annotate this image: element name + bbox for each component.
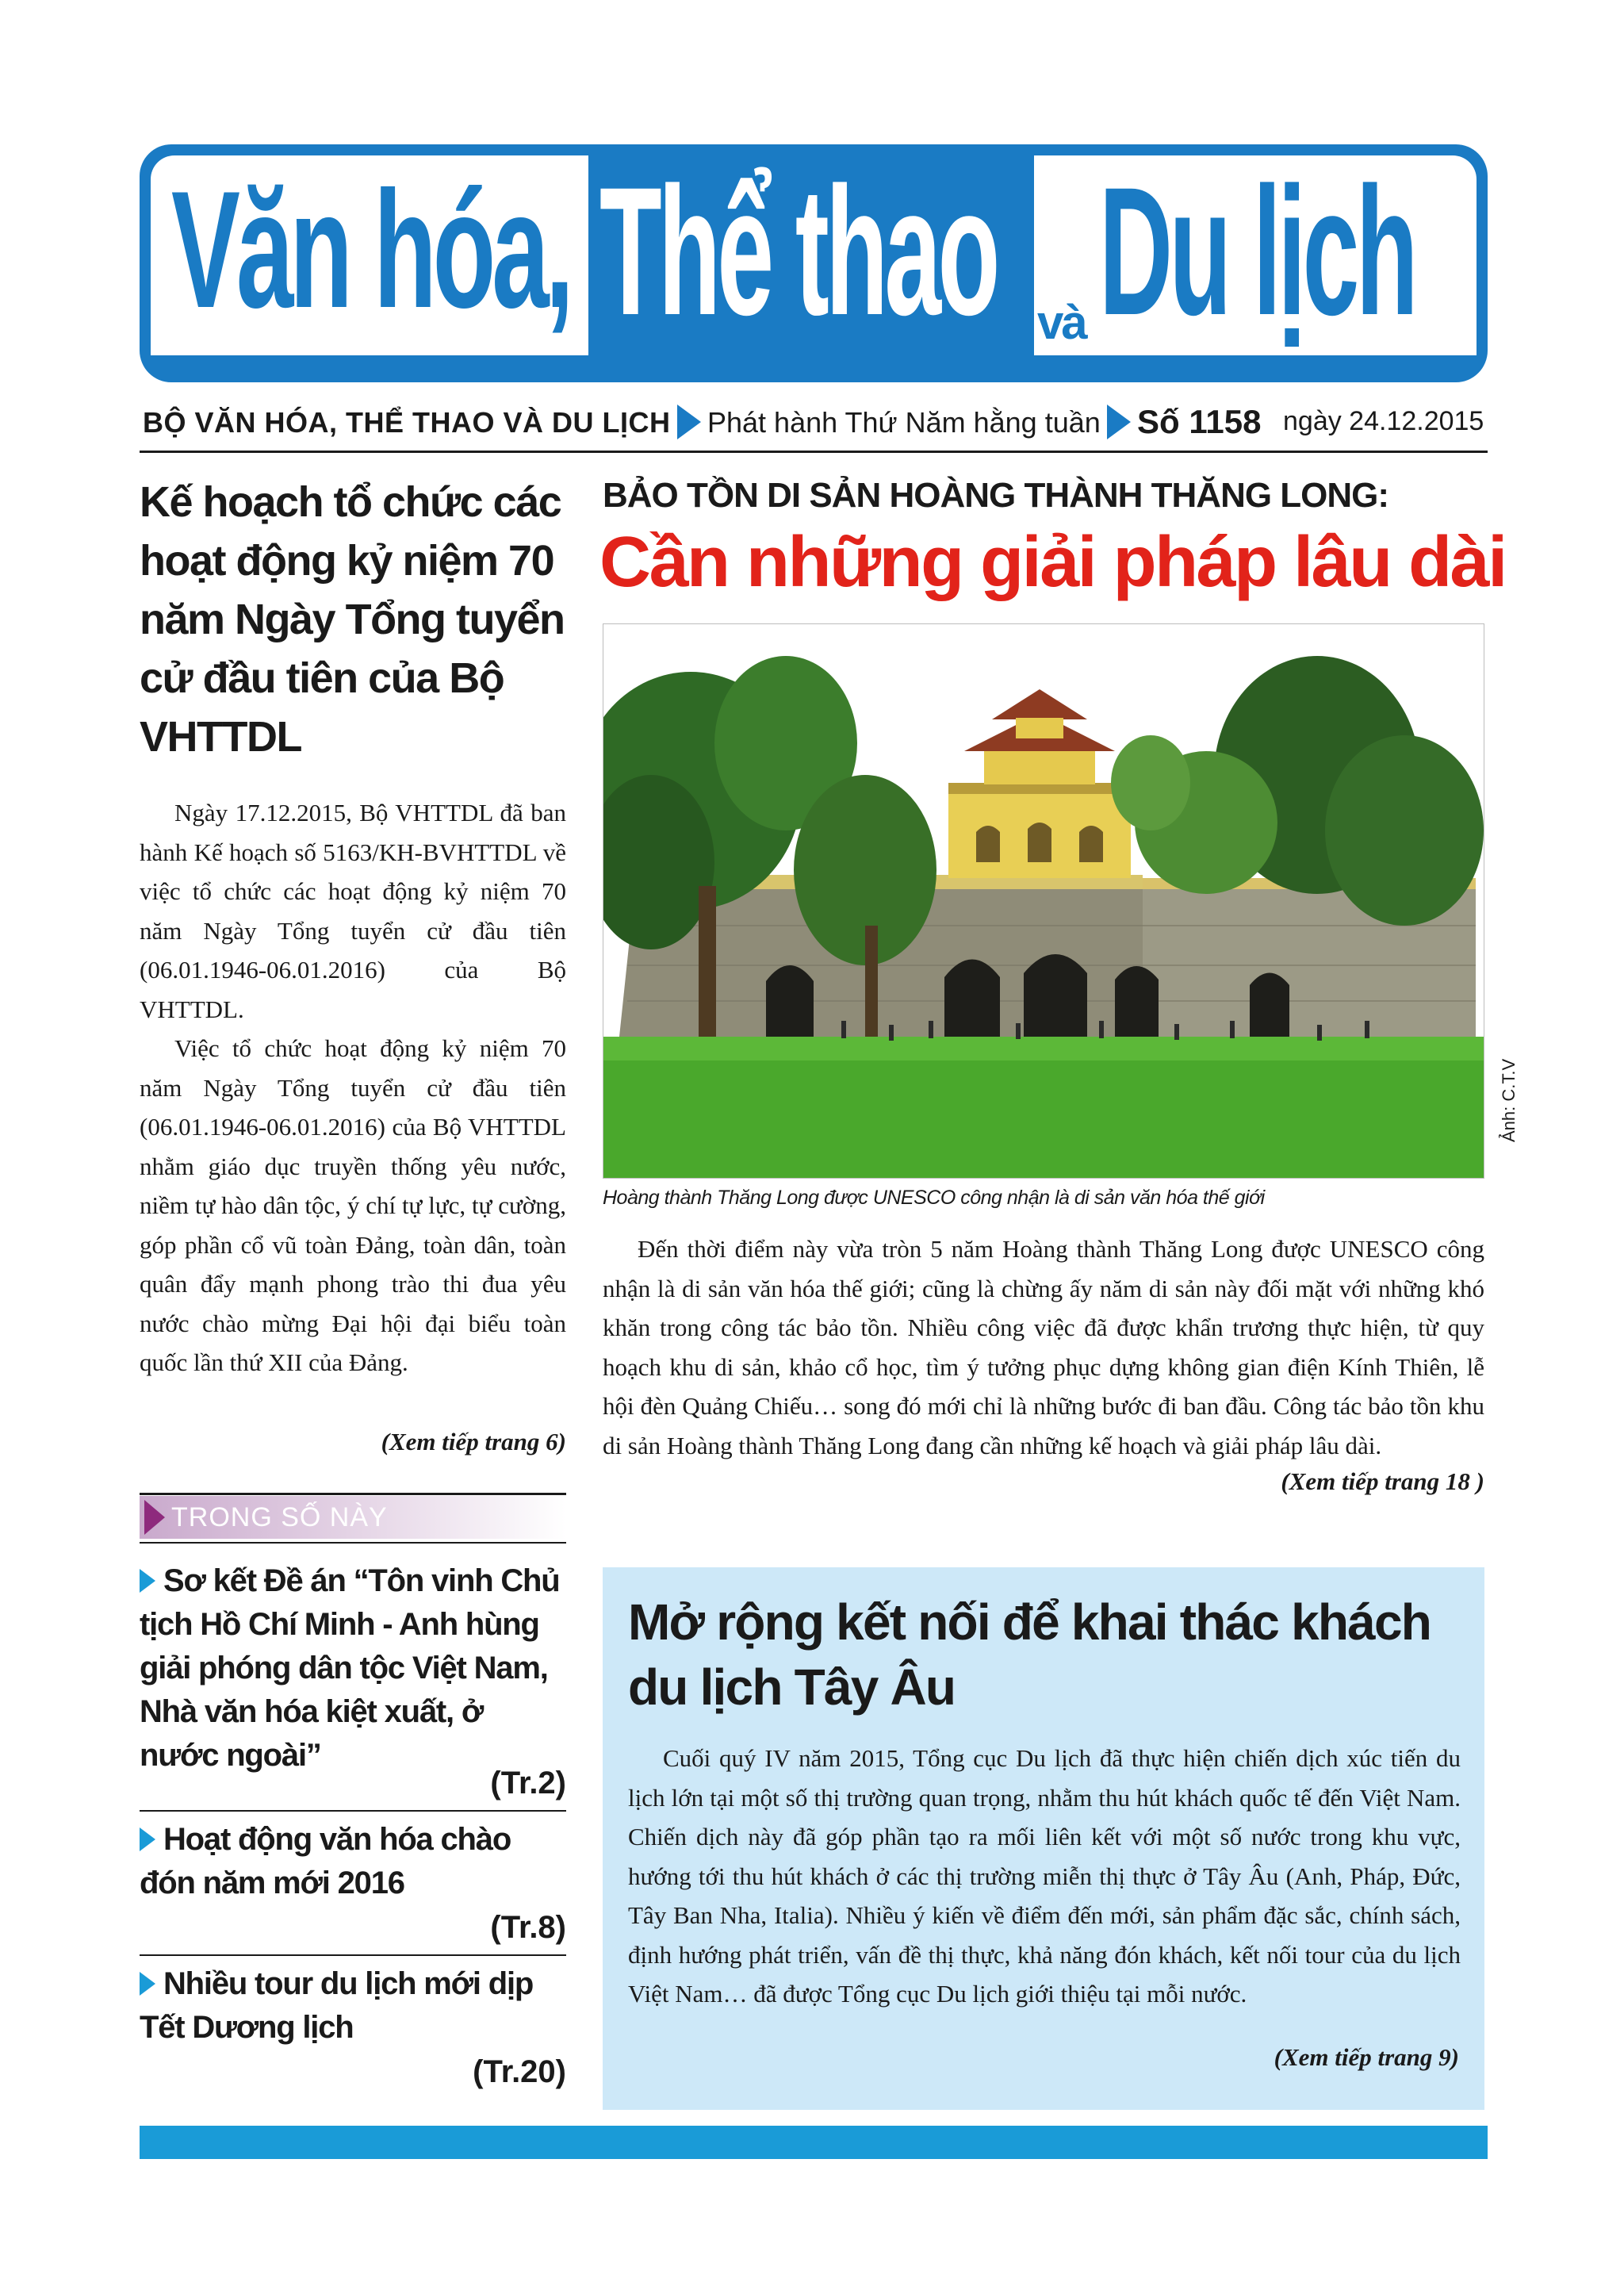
toc-item[interactable]	[140, 1818, 566, 1905]
issue-number: Số 1158	[1137, 403, 1262, 440]
toc-separator	[140, 1954, 566, 1956]
main-article-see-more-link[interactable]: (Xem tiếp trang 18 )	[1281, 1467, 1484, 1495]
masthead	[140, 144, 1488, 382]
left-article-see-more-link[interactable]: (Xem tiếp trang 6)	[381, 1428, 566, 1455]
toc-label: TRONG SỐ NÀY	[171, 1502, 388, 1532]
photo-caption: Hoàng thành Thăng Long được UNESCO công nhận là di sản văn hóa thế giới	[603, 1187, 1265, 1209]
left-article-body	[140, 793, 566, 1383]
triangle-bullet-icon	[140, 1972, 155, 1996]
main-article-paragraph: Đến thời điểm này vừa tròn 5 năm Hoàng thành Thăng Long được UNESCO công nhận là di sản văn hóa thế giới; cũng là chừng ấy năm di sản này đối mặt với những khó khăn trong công tác bảo tồn. Nhiều công việc đã được khẩn trương thực hiện, từ quy hoạch khu di sản, khảo cổ học, tìm ý tưởng phục dựng không gian điện Kính Thiên, lễ hội đèn Quảng Chiếu… song đó mới chỉ là những bước đi ban đầu. Công tác bảo tồn khu di sản Hoàng thành Thăng Long đang cần những kế hoạch và giải pháp lâu dài.	[603, 1235, 1484, 1459]
toc-item[interactable]	[140, 1962, 566, 2050]
left-article-paragraph: Việc tổ chức hoạt động kỷ niệm 70 năm Ngày Tổng tuyển cử đầu tiên (06.01.1946-06.01.2016) của Bộ VHTTDL nhằm giáo dục truyền thống yêu nước, niềm tự hào dân tộc, ý chí tự lực, tự cường, góp phần cổ vũ toàn Đảng, toàn dân, toàn quân đẩy mạnh phong trào thi đua yêu nước chào mừng Đại hội đại biểu toàn quốc lần thứ XII của Đảng.	[140, 1034, 566, 1376]
ministry-name: BỘ VĂN HÓA, THỂ THAO VÀ DU LỊCH	[143, 406, 671, 439]
main-article-body	[603, 1229, 1484, 1465]
toc-item-title: Nhiều tour du lịch mới dịp Tết Dương lịch	[140, 1966, 534, 2045]
masthead-segment-van-hoa: Văn hóa,	[171, 156, 570, 343]
triangle-bullet-icon	[140, 1827, 155, 1851]
masthead-segment-du-lich: Du lịch	[1099, 149, 1415, 353]
toc-header	[140, 1496, 566, 1539]
footer-bar	[140, 2126, 1488, 2159]
left-article-title: Kế hoạch tổ chức các hoạt động kỷ niệm 70 năm Ngày Tổng tuyển cử đầu tiên của Bộ VHTTDL	[140, 478, 565, 761]
issue-date: ngày 24.12.2015	[1283, 406, 1484, 436]
triangle-bullet-icon	[140, 1569, 155, 1593]
toc-separator	[140, 1810, 566, 1812]
toc-item[interactable]	[140, 1559, 566, 1778]
box-article-paragraph: Cuối quý IV năm 2015, Tổng cục Du lịch đã thực hiện chiến dịch xúc tiến du lịch lớn tại một số thị trường quan trọng, nhằm thu hút khách quốc tế đến Việt Nam. Chiến dịch này đã góp phần tạo ra mối liên kết với một số nước trong khu vực, hướng tới thu hút khách ở các thị trường miễn thị thực ở Tây Âu (Anh, Pháp, Đức, Tây Ban Nha, Italia). Nhiều ý kiến về điểm đến mới, sản phẩm đặc sắc, chính sách, định hướng phát triển, vấn đề thị thực, khả năng đón khách, kết nối tour của du lịch Việt Nam… đã được Tổng cục Du lịch giới thiệu tại mỗi nước.	[628, 1744, 1461, 2008]
issuance-schedule: Phát hành Thứ Năm hằng tuần	[707, 406, 1101, 439]
box-article-body	[628, 1739, 1461, 2014]
toc-item-page[interactable]: (Tr.2)	[490, 1766, 566, 1801]
toc-item-page[interactable]: (Tr.8)	[490, 1910, 566, 1945]
box-article-title: Mở rộng kết nối để khai thác khách du lịch Tây Âu	[628, 1593, 1431, 1716]
box-article-see-more-link[interactable]: (Xem tiếp trang 9)	[1274, 2043, 1459, 2071]
tourism-box-article	[603, 1567, 1484, 2110]
main-article-headline: Cần những giải pháp lâu dài	[599, 523, 1506, 602]
toc-item-title: Sơ kết Đề án “Tôn vinh Chủ tịch Hồ Chí Minh - Anh hùng giải phóng dân tộc Việt Nam, Nhà văn hóa kiệt xuất, ở nước ngoài”	[140, 1563, 560, 1773]
photo-credit: Ảnh: C.T.V	[1499, 1058, 1519, 1142]
masthead-rule	[140, 451, 1488, 453]
toc-item-page[interactable]: (Tr.20)	[473, 2054, 566, 2089]
citadel-photo	[603, 623, 1484, 1179]
left-article-paragraph: Ngày 17.12.2015, Bộ VHTTDL đã ban hành Kế hoạch số 5163/KH-BVHTTDL về việc tổ chức các hoạt động kỷ niệm 70 năm Ngày Tổng tuyển cử đầu tiên (06.01.1946-06.01.2016) của Bộ VHTTDL.	[140, 799, 566, 1023]
masthead-segment-the-thao: Thể thao	[599, 149, 997, 353]
main-article-kicker: BẢO TỒN DI SẢN HOÀNG THÀNH THĂNG LONG:	[603, 476, 1389, 515]
masthead-connector: và	[1037, 296, 1086, 349]
triangle-bullet-icon	[1107, 405, 1131, 439]
issue-info-bar	[140, 403, 1488, 447]
triangle-bullet-icon	[677, 405, 701, 439]
toc-top-rule	[140, 1493, 566, 1495]
toc-header-rule	[140, 1542, 566, 1544]
triangle-bullet-icon	[144, 1500, 165, 1535]
toc-item-title: Hoạt động văn hóa chào đón năm mới 2016	[140, 1822, 511, 1900]
